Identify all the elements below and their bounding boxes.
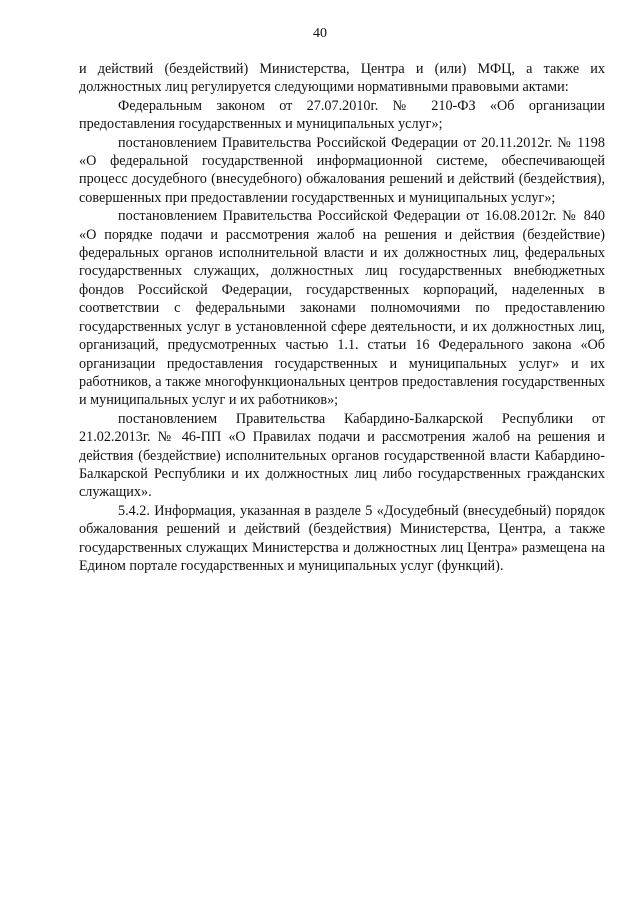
paragraph-resolution-1198: постановлением Правительства Российской Федерации от 20.11.2012г. № 1198 «О федеральной государственной информационной системе, обеспечивающей процесс досудебного (внесудебного) обжалования решений и действий (бездействия), совершенных при предоставлении государственных и муниципальных услуг»; bbox=[79, 134, 605, 206]
paragraph-resolution-46-pp: постановлением Правительства Кабардино-Балкарской Республики от 21.02.2013г. № 46-ПП «О Правилах подачи и рассмотрения жалоб на решения и действия (бездействие) исполнительных органов государственной власти Кабардино-Балкарской Республики и их должностных лиц либо государственных гражданских служащих». bbox=[79, 410, 605, 501]
paragraph-resolution-840: постановлением Правительства Российской Федерации от 16.08.2012г. № 840 «О порядке подачи и рассмотрения жалоб на решения и действия (бездействие) федеральных органов исполнительной власти и их должностных лиц, федеральных государственных служащих, должностных лиц государственных внебюджетных фондов Российской Федерации, государственных корпораций, наделенных в соответствии с федеральными законами полномочиями по предоставлению государственных услуг в установленной сфере деятельности, и их должностных лиц, организаций, предусмотренных частью 1.1. статьи 16 Федерального закона «Об организации предоставления государственных и муниципальных услуг» и их работников, а также многофункциональных центров предоставления государственных и муниципальных услуг и их работников»; bbox=[79, 208, 605, 409]
page-number: 40 bbox=[313, 26, 327, 41]
paragraph-federal-law-210: Федеральным законом от 27.07.2010г. № 210-ФЗ «Об организации предоставления государственных и муниципальных услуг»; bbox=[79, 97, 605, 133]
document-body bbox=[79, 60, 605, 575]
paragraph-continuation: и действий (бездействий) Министерства, Центра и (или) МФЦ, а также их должностных лиц регулируется следующими нормативными правовыми актами: bbox=[79, 61, 605, 96]
paragraph-5-4-2: 5.4.2. Информация, указанная в разделе 5 «Досудебный (внесудебный) порядок обжалования решений и действий (бездействия) Министерства, Центра, а также государственных служащих Министерства и должностных лиц Центра» размещена на Едином портале государственных и муниципальных услуг (функций). bbox=[79, 502, 605, 574]
